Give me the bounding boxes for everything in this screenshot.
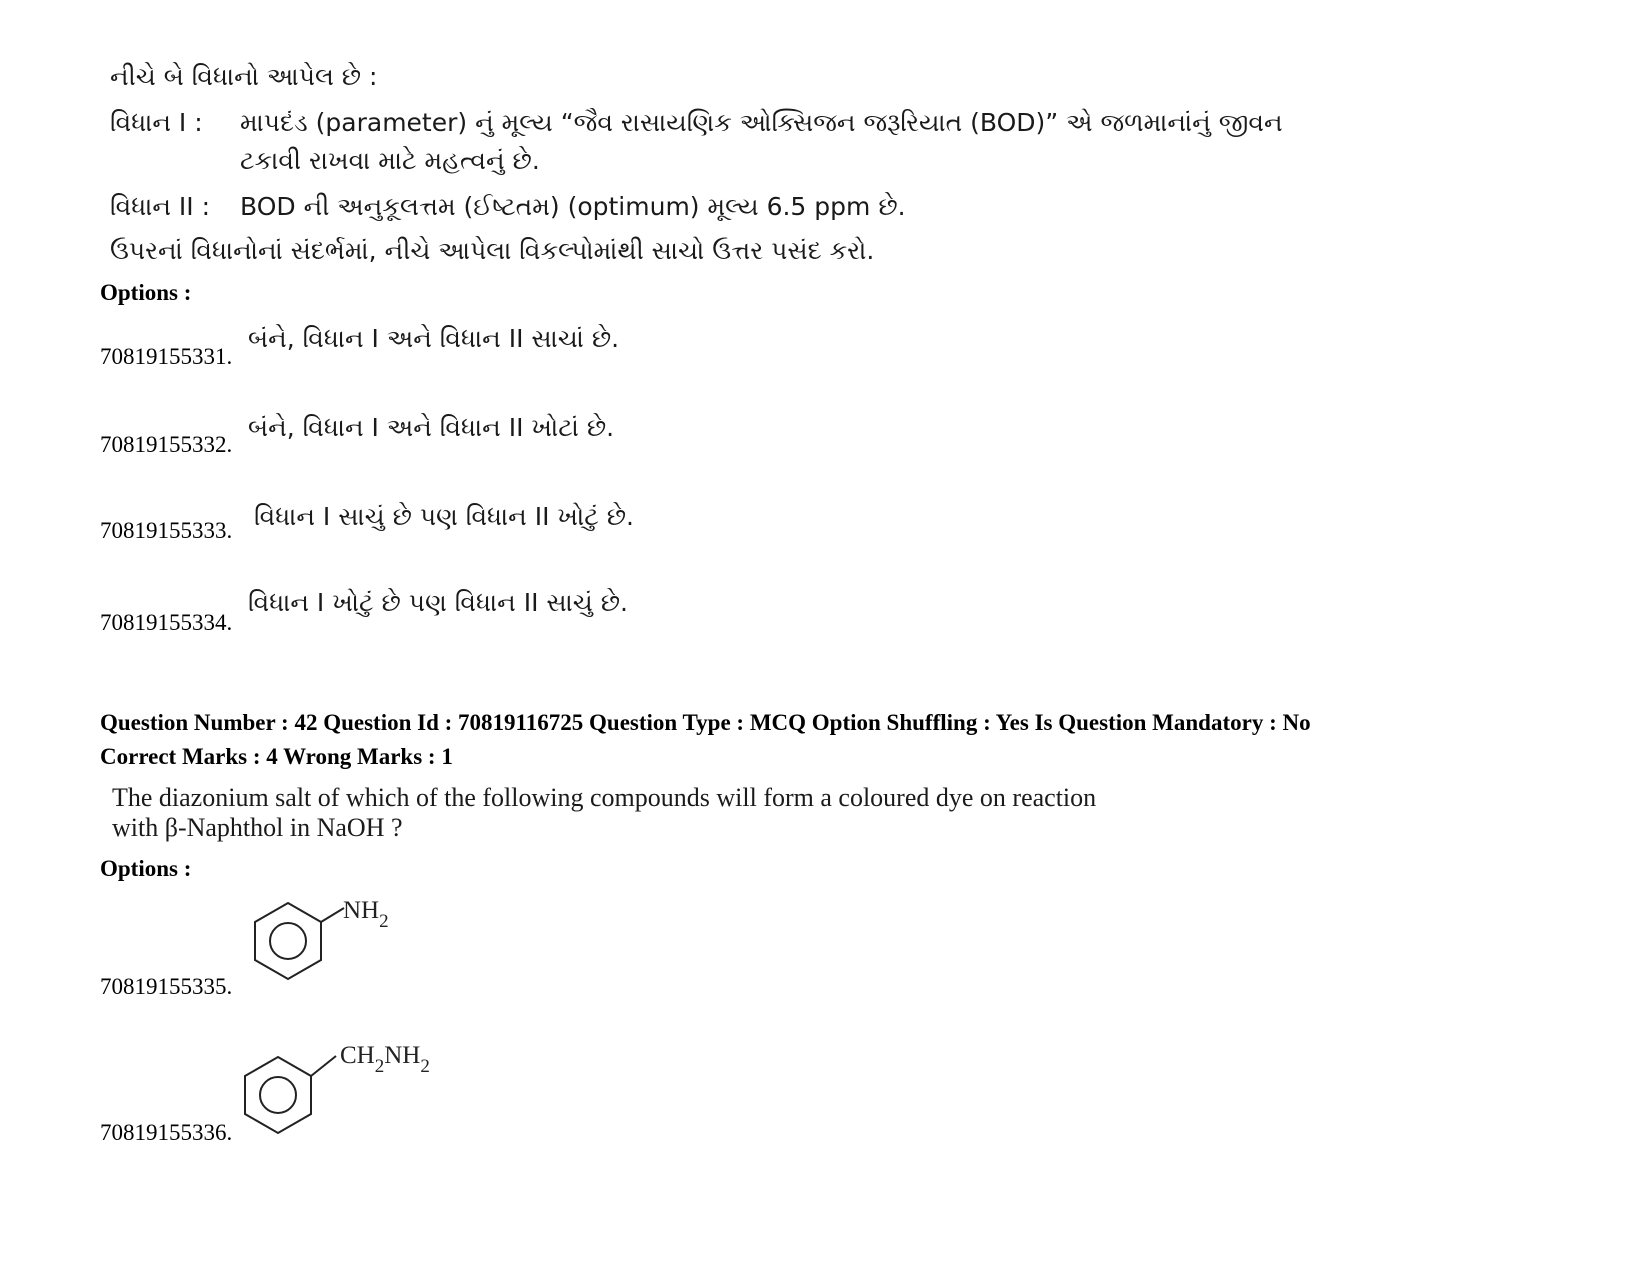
statement-1-line2: ટકાવી રાખવા માટે મહત્વનું છે. — [240, 146, 540, 175]
option-text-3: વિધાન I સાચું છે પણ વિધાન II ખોટું છે. — [254, 502, 634, 531]
option-id-4: 70819155334. — [100, 610, 233, 635]
statement-2-label: વિધાન II : — [110, 192, 211, 221]
aniline-structure — [240, 888, 420, 998]
statement-1-label: વિધાન I : — [110, 108, 203, 137]
option-text-2: બંને, વિધાન I અને વિધાન II ખોટાં છે. — [248, 413, 615, 442]
option-id-1: 70819155331. — [100, 344, 233, 369]
question-stem-line2: with β-Naphthol in NaOH ? — [112, 813, 403, 842]
statements-instruction: ઉપરનાં વિધાનોનાં સંદર્ભમાં, નીચે આપેલા વિકલ્પોમાંથી સાચો ઉત્તર પસંદ કરો. — [110, 236, 875, 265]
option-text-4: વિધાન I ખોટું છે પણ વિધાન II સાચું છે. — [248, 588, 628, 617]
question-stem-line1: The diazonium salt of which of the following compounds will form a coloured dye on reaction — [112, 783, 1097, 812]
aminomethyl-group: $CH_2NH_2$ — [340, 1042, 430, 1077]
aromatic-circle — [260, 1077, 296, 1113]
option-text-1: બંને, વિધાન I અને વિધાન II સાચાં છે. — [248, 324, 620, 353]
question-header: Question Number : 42 Question Id : 70819116725 Question Type : MCQ Option Shuffling : Yes Is Question Mandatory : No — [100, 710, 1311, 735]
amine-bond — [321, 908, 344, 922]
methylene-bond — [311, 1056, 336, 1076]
statements-intro: નીચે બે વિધાનો આપેલ છે : — [110, 62, 378, 91]
amine-group: $NH_2$ — [343, 897, 389, 932]
statement-1-line1: માપદંડ (parameter) નું મૂલ્ય “જૈવ રાસાયણિક ઓક્સિજન જરૂરિયાત (BOD)” એ જળમાનાંનું જીવન — [240, 108, 1283, 137]
option-id-2: 70819155332. — [100, 432, 233, 457]
question-marks: Correct Marks : 4 Wrong Marks : 1 — [100, 744, 453, 769]
option-id-6: 70819155336. — [100, 1120, 233, 1145]
aromatic-circle — [270, 923, 306, 959]
option-id-5: 70819155335. — [100, 974, 233, 999]
options-label-q41: Options : — [100, 280, 192, 305]
statement-2-text: BOD ની અનુકૂલત્તમ (ઈષ્ટતમ) (optimum) મૂલ્ય 6.5 ppm છે. — [240, 192, 906, 221]
option-id-3: 70819155333. — [100, 518, 233, 543]
benzene-ring — [255, 903, 321, 979]
options-label-q42: Options : — [100, 856, 192, 881]
benzene-ring — [245, 1057, 311, 1133]
benzylamine-structure — [236, 1036, 456, 1146]
